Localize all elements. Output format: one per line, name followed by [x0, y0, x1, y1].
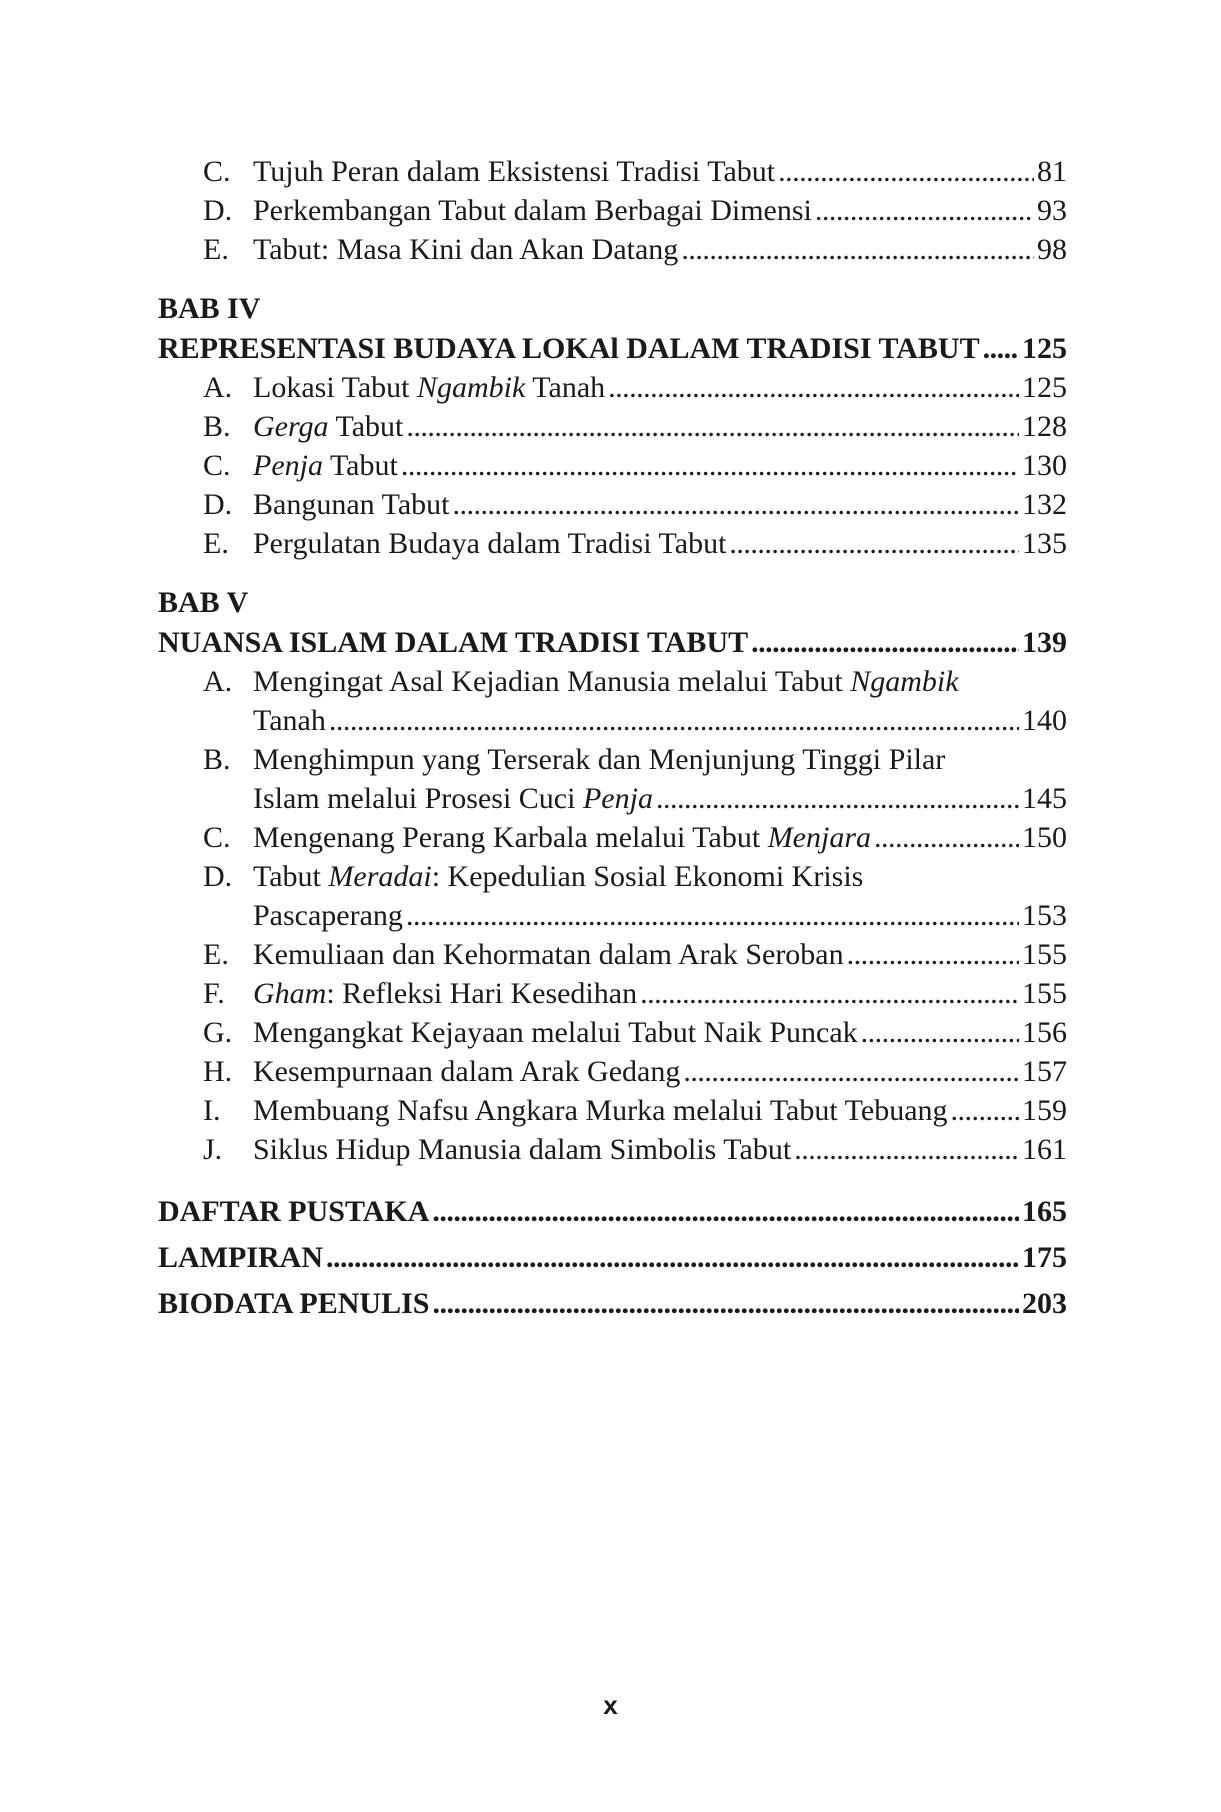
entry-title: Kemuliaan dan Kehormatan dalam Arak Seroban	[253, 938, 844, 971]
entry-title: Mengenang Perang Karbala melalui Tabut Menjara	[253, 821, 872, 854]
toc-entry-line1[interactable]	[158, 740, 1067, 779]
dot-leader	[452, 485, 1019, 524]
entry-title-cont: Islam melalui Prosesi Cuci Penja	[253, 782, 653, 815]
dot-leader	[406, 896, 1019, 935]
entry-title: Tabut Meradai: Kepedulian Sosial Ekonomi Krisis	[253, 860, 864, 893]
entry-page: 140	[1022, 704, 1067, 737]
entry-title: Tujuh Peran dalam Eksistensi Tradisi Tabut	[253, 155, 776, 188]
entry-title: Mengingat Asal Kejadian Manusia melalui Tabut Ngambik	[253, 665, 959, 698]
entry-letter: I.	[203, 1094, 221, 1127]
dot-leader	[729, 524, 1019, 563]
toc-entry[interactable]	[158, 935, 1067, 974]
entry-page: 81	[1037, 155, 1067, 188]
toc-entry-biodata-penulis[interactable]	[158, 1281, 1067, 1327]
toc-entry[interactable]	[158, 818, 1067, 857]
toc-entry-line1[interactable]	[158, 857, 1067, 896]
dot-leader	[329, 701, 1019, 740]
dot-leader	[951, 1091, 1019, 1130]
dot-leader	[847, 935, 1019, 974]
dot-leader	[432, 1189, 1019, 1235]
entry-letter: B.	[203, 743, 231, 776]
chapter-page: 139	[1022, 626, 1067, 659]
dot-leader	[794, 1130, 1019, 1169]
toc-entry[interactable]	[158, 407, 1067, 446]
entry-page: 128	[1022, 410, 1067, 443]
entry-page: 145	[1022, 782, 1067, 815]
entry-title: Gerga Tabut	[253, 410, 404, 443]
entry-page: 156	[1022, 1016, 1067, 1049]
chapter-page: 125	[1022, 332, 1067, 365]
dot-leader	[432, 1281, 1019, 1327]
toc-entry[interactable]	[158, 1130, 1067, 1169]
entry-title: Kesempurnaan dalam Arak Gedang	[253, 1055, 681, 1088]
entry-letter: C.	[203, 449, 231, 482]
entry-title-cont: Tanah	[253, 704, 326, 737]
page-number: x	[603, 1690, 618, 1720]
chapter-title: REPRESENTASI BUDAYA LOKAl DALAM TRADISI TABUT	[158, 332, 980, 365]
toc-entry[interactable]	[158, 152, 1067, 191]
chapter-entry[interactable]	[158, 623, 1067, 662]
dot-leader	[861, 1013, 1019, 1052]
entry-title: BIODATA PENULIS	[158, 1287, 430, 1320]
entry-page: 175	[1022, 1241, 1067, 1274]
entry-letter: G.	[203, 1016, 233, 1049]
entry-letter: J.	[203, 1133, 223, 1166]
entry-title: Bangunan Tabut	[253, 488, 450, 521]
dot-leader	[406, 407, 1019, 446]
entry-letter: C.	[203, 155, 231, 188]
entry-page: 93	[1037, 194, 1067, 227]
entry-title: Menghimpun yang Terserak dan Menjunjung Tinggi Pilar	[253, 743, 946, 776]
entry-title: Pergulatan Budaya dalam Tradisi Tabut	[253, 527, 727, 560]
chapter-title: NUANSA ISLAM DALAM TRADISI TABUT	[158, 626, 749, 659]
toc-entry[interactable]	[158, 974, 1067, 1013]
entry-letter: C.	[203, 821, 231, 854]
toc-entry-line2[interactable]	[158, 896, 1067, 935]
chapter-label: BAB V	[158, 586, 249, 619]
toc-entry[interactable]	[158, 368, 1067, 407]
entry-letter: F.	[203, 977, 225, 1010]
entry-title: LAMPIRAN	[158, 1241, 323, 1274]
entry-letter: D.	[203, 860, 233, 893]
chapter-entry[interactable]	[158, 329, 1067, 368]
entry-page: 130	[1022, 449, 1067, 482]
dot-leader	[681, 230, 1034, 269]
entry-title: Siklus Hidup Manusia dalam Simbolis Tabut	[253, 1133, 792, 1166]
entry-letter: H.	[203, 1055, 233, 1088]
dot-leader	[401, 446, 1019, 485]
entry-letter: E.	[203, 233, 229, 266]
dot-leader	[778, 152, 1034, 191]
dot-leader	[640, 974, 1019, 1013]
toc-entry-line1[interactable]	[158, 662, 1067, 701]
toc-entry[interactable]	[158, 191, 1067, 230]
entry-page: 153	[1022, 899, 1067, 932]
entry-title: Tabut: Masa Kini dan Akan Datang	[253, 233, 679, 266]
entry-page: 155	[1022, 938, 1067, 971]
entry-page: 159	[1022, 1094, 1067, 1127]
entry-page: 98	[1037, 233, 1067, 266]
toc-entry-line2[interactable]	[158, 779, 1067, 818]
entry-letter: A.	[203, 665, 233, 698]
entry-title: Perkembangan Tabut dalam Berbagai Dimensi	[253, 194, 812, 227]
toc-entry-daftar-pustaka[interactable]	[158, 1189, 1067, 1235]
entry-letter: E.	[203, 527, 229, 560]
entry-page: 157	[1022, 1055, 1067, 1088]
dot-leader	[608, 368, 1019, 407]
entry-page: 150	[1022, 821, 1067, 854]
toc-entry-lampiran[interactable]	[158, 1235, 1067, 1281]
toc-entry-line2[interactable]	[158, 701, 1067, 740]
entry-letter: A.	[203, 371, 233, 404]
toc-entry[interactable]	[158, 1052, 1067, 1091]
entry-page: 135	[1022, 527, 1067, 560]
entry-page: 161	[1022, 1133, 1067, 1166]
toc-entry[interactable]	[158, 1091, 1067, 1130]
toc-entry[interactable]	[158, 485, 1067, 524]
entry-page: 132	[1022, 488, 1067, 521]
entry-page: 203	[1022, 1287, 1067, 1320]
entry-title: Membuang Nafsu Angkara Murka melalui Tabut Tebuang	[253, 1094, 948, 1127]
toc-entry[interactable]	[158, 524, 1067, 563]
dot-leader	[983, 329, 1019, 368]
entry-title: Lokasi Tabut Ngambik Tanah	[253, 371, 606, 404]
dot-leader	[751, 623, 1019, 662]
toc-entry[interactable]	[158, 446, 1067, 485]
entry-title: Mengangkat Kejayaan melalui Tabut Naik Puncak	[253, 1016, 858, 1049]
table-of-contents	[158, 152, 1067, 1327]
entry-title: Gham: Refleksi Hari Kesedihan	[253, 977, 638, 1010]
entry-page: 165	[1022, 1195, 1067, 1228]
dot-leader	[815, 191, 1034, 230]
toc-entry[interactable]	[158, 1013, 1067, 1052]
entry-title: Penja Tabut	[253, 449, 398, 482]
toc-entry[interactable]	[158, 230, 1067, 269]
entry-page: 155	[1022, 977, 1067, 1010]
dot-leader	[326, 1235, 1019, 1281]
entry-letter: D.	[203, 194, 233, 227]
dot-leader	[683, 1052, 1019, 1091]
dot-leader	[874, 818, 1019, 857]
entry-letter: D.	[203, 488, 233, 521]
entry-title-cont: Pascaperang	[253, 899, 403, 932]
entry-title: DAFTAR PUSTAKA	[158, 1195, 430, 1228]
entry-letter: E.	[203, 938, 229, 971]
chapter-label: BAB IV	[158, 292, 261, 325]
entry-letter: B.	[203, 410, 231, 443]
dot-leader	[656, 779, 1019, 818]
entry-page: 125	[1022, 371, 1067, 404]
